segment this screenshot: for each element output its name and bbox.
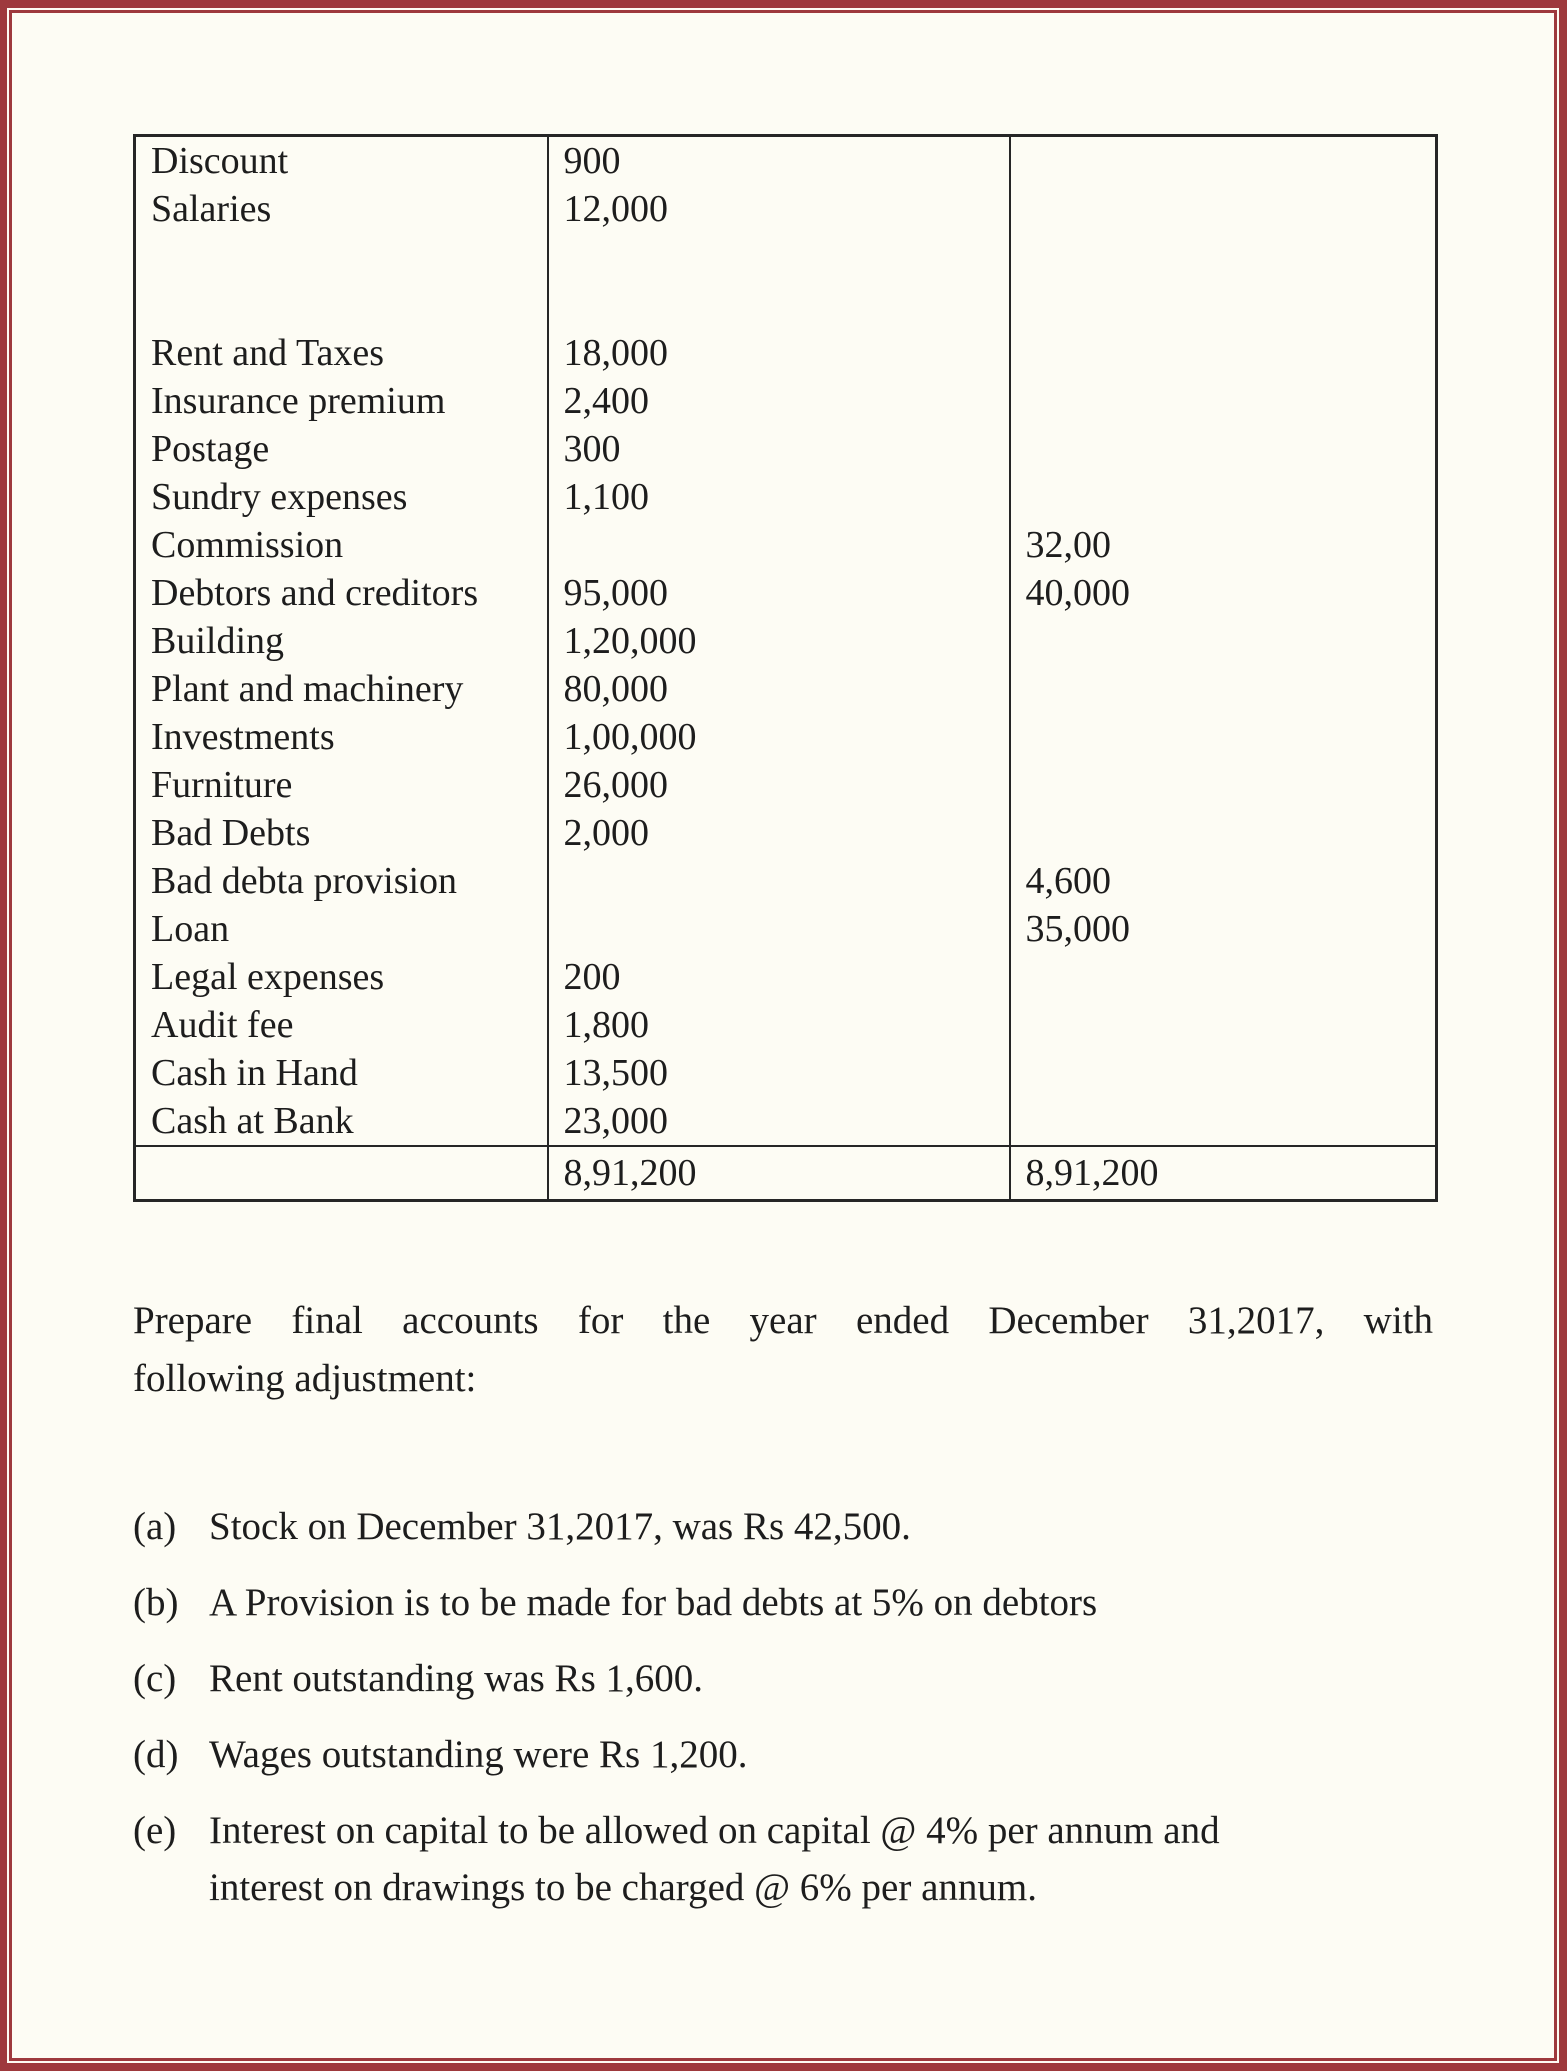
debit-amount-cell: 1,800 (548, 1001, 1010, 1049)
account-label-cell: Building (151, 620, 285, 662)
adjustment-marker: (a) (133, 1505, 177, 1548)
debit-amount-cell (548, 233, 1010, 281)
credit-amount-cell (1010, 665, 1437, 713)
debit-amount-cell: 1,00,000 (548, 713, 1010, 761)
table-row (135, 1049, 1437, 1097)
debit-amount-cell: 300 (548, 425, 1010, 473)
credit-amount-cell (1010, 425, 1437, 473)
account-label-cell: Legal expenses (151, 956, 385, 998)
debit-amount-cell: 1,20,000 (548, 617, 1010, 665)
table-row (135, 233, 1437, 281)
debit-amount-cell: 95,000 (548, 569, 1010, 617)
adjustment-text (209, 1802, 1389, 1916)
adjustment-text (209, 1650, 1389, 1707)
table-row (135, 713, 1437, 761)
table-row (135, 809, 1437, 857)
table-row (135, 425, 1437, 473)
debit-amount-cell: 2,000 (548, 809, 1010, 857)
credit-amount-cell: 32,00 (1010, 521, 1437, 569)
account-label-cell: Cash at Bank (151, 1100, 354, 1142)
adjustment-marker: (e) (133, 1809, 177, 1852)
account-label-cell: Sundry expenses (151, 476, 408, 518)
adjustment-text (209, 1574, 1389, 1631)
account-label-cell: Salaries (151, 188, 272, 230)
account-label-cell (135, 281, 548, 329)
adjustment-marker: (b) (133, 1581, 179, 1624)
total-credit-cell: 8,91,200 (1010, 1146, 1437, 1201)
adjustment-text-line: Rent outstanding was Rs 1,600. (209, 1657, 703, 1700)
instruction-line: following adjustment: (133, 1357, 477, 1400)
adjustment-text-line: A Provision is to be made for bad debts at 5% on debtors (209, 1581, 1098, 1624)
account-label-cell (135, 233, 548, 281)
credit-amount-cell (1010, 329, 1437, 377)
account-label-cell: Debtors and creditors (151, 572, 479, 614)
adjustment-marker: (d) (133, 1733, 179, 1776)
adjustment-item (133, 1498, 1453, 1555)
debit-amount-cell: 18,000 (548, 329, 1010, 377)
table-row (135, 569, 1437, 617)
table-row (135, 617, 1437, 665)
table-row (135, 136, 1437, 186)
adjustment-item (133, 1726, 1453, 1783)
table-row (135, 905, 1437, 953)
table-row (135, 857, 1437, 905)
adjustments-list (133, 1498, 1453, 1935)
adjustment-text (209, 1498, 1389, 1555)
account-label-cell: Bad Debts (151, 812, 311, 854)
adjustment-text (209, 1726, 1389, 1783)
table-row (135, 665, 1437, 713)
debit-amount-cell: 12,000 (548, 185, 1010, 233)
credit-amount-cell: 40,000 (1010, 569, 1437, 617)
credit-amount-cell (1010, 809, 1437, 857)
adjustment-text-line: Stock on December 31,2017, was Rs 42,500. (209, 1505, 911, 1548)
trial-balance-rows (135, 136, 1437, 1147)
debit-amount-cell (548, 521, 1010, 569)
table-row (135, 473, 1437, 521)
total-label-cell (135, 1146, 548, 1201)
account-label-cell: Audit fee (151, 1004, 294, 1046)
adjustment-text-line: interest on drawings to be charged @ 6% per annum. (209, 1866, 1037, 1909)
credit-amount-cell (1010, 233, 1437, 281)
table-row (135, 185, 1437, 233)
debit-amount-cell (548, 281, 1010, 329)
table-row (135, 521, 1437, 569)
credit-amount-cell: 4,600 (1010, 857, 1437, 905)
credit-amount-cell (1010, 136, 1437, 186)
account-label-cell: Cash in Hand (151, 1052, 358, 1094)
credit-amount-cell (1010, 761, 1437, 809)
debit-amount-cell (548, 905, 1010, 953)
account-label-cell: Rent and Taxes (151, 332, 385, 374)
credit-amount-cell (1010, 617, 1437, 665)
account-label-cell: Discount (151, 140, 289, 182)
credit-amount-cell (1010, 185, 1437, 233)
credit-amount-cell (1010, 377, 1437, 425)
adjustment-text-line: Interest on capital to be allowed on capital @ 4% per annum and (209, 1809, 1220, 1852)
table-row (135, 1001, 1437, 1049)
debit-amount-cell: 2,400 (548, 377, 1010, 425)
debit-amount-cell: 80,000 (548, 665, 1010, 713)
credit-amount-cell (1010, 281, 1437, 329)
table-row (135, 377, 1437, 425)
table-row (135, 329, 1437, 377)
total-debit-cell: 8,91,200 (548, 1146, 1010, 1201)
debit-amount-cell: 900 (548, 136, 1010, 186)
total-row (135, 1146, 1437, 1201)
account-label-cell: Insurance premium (151, 380, 446, 422)
account-label-cell: Bad debta provision (151, 860, 458, 902)
account-label-cell: Investments (151, 716, 335, 758)
debit-amount-cell: 200 (548, 953, 1010, 1001)
account-label-cell: Plant and machinery (151, 668, 464, 710)
debit-amount-cell: 13,500 (548, 1049, 1010, 1097)
instruction-line: Prepare final accounts for the year ended December 31,2017, with (133, 1299, 1433, 1342)
adjustment-marker: (c) (133, 1657, 177, 1700)
debit-amount-cell: 26,000 (548, 761, 1010, 809)
account-label-cell: Loan (151, 908, 230, 950)
credit-amount-cell (1010, 953, 1437, 1001)
credit-amount-cell (1010, 473, 1437, 521)
credit-amount-cell (1010, 1049, 1437, 1097)
debit-amount-cell: 23,000 (548, 1097, 1010, 1146)
credit-amount-cell (1010, 713, 1437, 761)
credit-amount-cell (1010, 1001, 1437, 1049)
table-row (135, 761, 1437, 809)
table-row (135, 281, 1437, 329)
trial-balance-table (133, 134, 1438, 1202)
account-label-cell: Furniture (151, 764, 293, 806)
account-label-cell: Commission (151, 524, 344, 566)
debit-amount-cell (548, 857, 1010, 905)
adjustment-item (133, 1802, 1453, 1916)
trial-balance-total (135, 1146, 1437, 1201)
instruction-paragraph (133, 1292, 1433, 1408)
credit-amount-cell: 35,000 (1010, 905, 1437, 953)
adjustment-item (133, 1574, 1453, 1631)
credit-amount-cell (1010, 1097, 1437, 1146)
account-label-cell: Postage (151, 428, 270, 470)
table-row (135, 953, 1437, 1001)
debit-amount-cell: 1,100 (548, 473, 1010, 521)
adjustment-text-line: Wages outstanding were Rs 1,200. (209, 1733, 748, 1776)
table-row (135, 1097, 1437, 1146)
adjustment-item (133, 1650, 1453, 1707)
